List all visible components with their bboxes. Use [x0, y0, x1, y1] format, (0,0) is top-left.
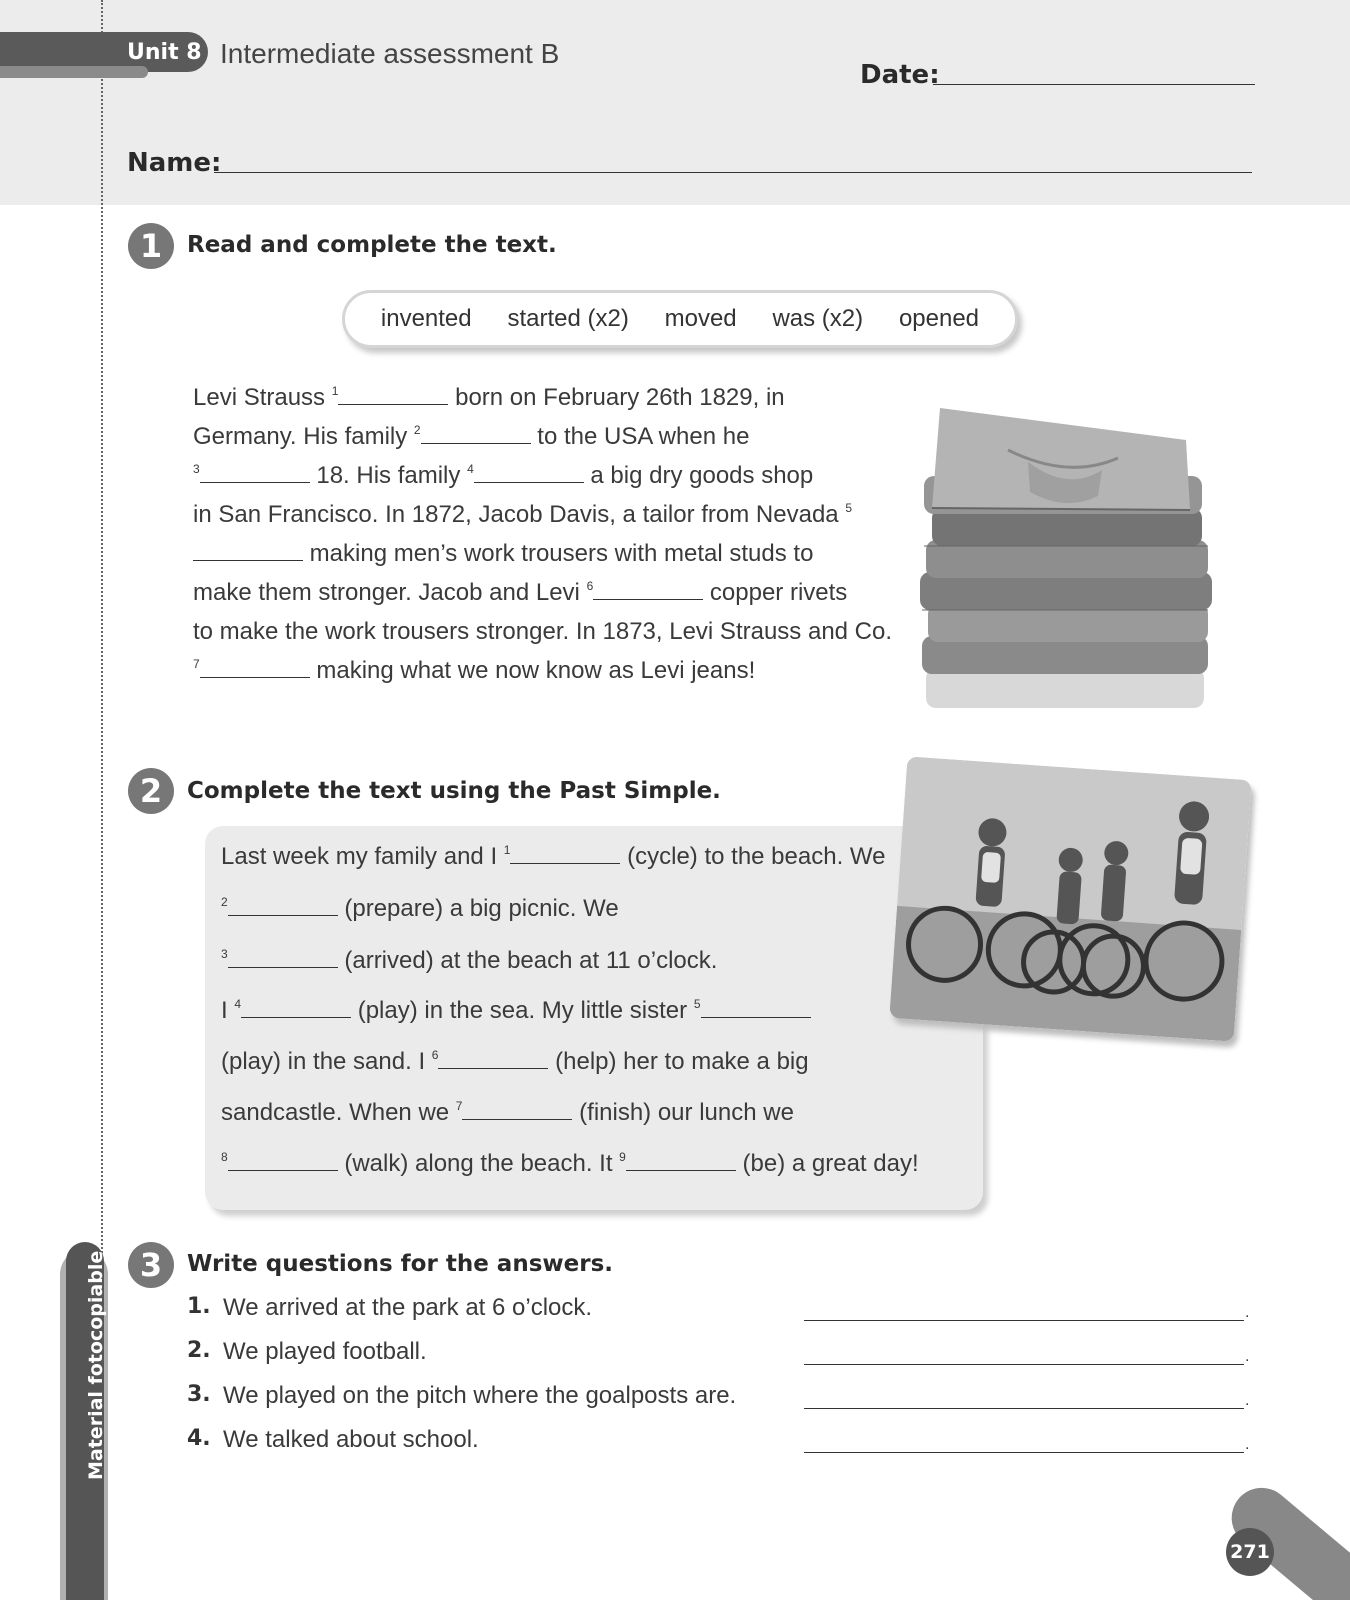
- question-write-line[interactable]: [804, 1364, 1244, 1365]
- answer-blank[interactable]: [228, 946, 338, 968]
- text-line: $^2$ (prepare) a big picnic. We: [221, 895, 619, 922]
- word-bank-item: opened: [898, 305, 980, 332]
- text-line: I $^4$ (play) in the sea. My little sister $^5$: [221, 996, 811, 1025]
- answer-text: We arrived at the park at 6 o’clock.: [223, 1294, 593, 1321]
- exercise-2-number: 2: [128, 768, 174, 814]
- item-number: 4.: [187, 1426, 211, 1451]
- answer-blank[interactable]: [626, 1149, 736, 1171]
- question-write-line[interactable]: [804, 1320, 1244, 1321]
- word-bank: [342, 290, 1018, 348]
- list-item: 4. We talked about school. .: [187, 1426, 1250, 1453]
- answer-blank[interactable]: [228, 894, 338, 916]
- answer-text: We played on the pitch where the goalposts are.: [223, 1382, 737, 1409]
- text-line: making men’s work trousers with metal studs to: [193, 534, 893, 573]
- item-number: 3.: [187, 1382, 211, 1407]
- assessment-title: Intermediate assessment B: [220, 38, 560, 69]
- date-label: Date:: [860, 60, 940, 90]
- name-field-line[interactable]: [214, 172, 1252, 173]
- word-bank-item: was (x2): [772, 305, 864, 332]
- page-number: 271: [1226, 1528, 1274, 1576]
- answer-blank[interactable]: [474, 461, 584, 483]
- answer-blank[interactable]: [200, 656, 310, 678]
- text-line: Levi Strauss $^1$ born on February 26th 1829, in: [193, 384, 785, 411]
- answer-blank[interactable]: [510, 842, 620, 864]
- answer-blank[interactable]: [193, 539, 303, 561]
- word-bank-item: started (x2): [507, 305, 629, 332]
- text-line: $^3$ (arrived) at the beach at 11 o’clock.: [221, 947, 718, 974]
- name-label: Name:: [127, 148, 222, 178]
- photocopiable-label: Material fotocopiable: [85, 1250, 107, 1480]
- word-bank-item: invented: [380, 305, 472, 332]
- answer-blank[interactable]: [241, 996, 351, 1018]
- text-line: $^7$ making what we now know as Levi jeans!: [193, 657, 756, 684]
- jeans-stack-image: [918, 400, 1230, 712]
- text-line: $^8$ (walk) along the beach. It $^9$ (be) a great day!: [221, 1150, 919, 1177]
- text-line: $^3$ 18. His family $^4$ a big dry goods shop: [193, 462, 814, 489]
- exercise-1-title: Read and complete the text.: [187, 232, 557, 258]
- unit-label: Unit 8: [127, 40, 202, 65]
- exercise-1-text: [193, 378, 893, 690]
- unit-tab-shadow: [0, 66, 148, 78]
- list-item: 3. We played on the pitch where the goalposts are. .: [187, 1382, 1250, 1409]
- text-line: make them stronger. Jacob and Levi $^6$ copper rivets: [193, 579, 848, 606]
- list-item: 1. We arrived at the park at 6 o’clock. .: [187, 1294, 1250, 1321]
- exercise-2-title: Complete the text using the Past Simple.: [187, 778, 721, 804]
- exercise-3-title: Write questions for the answers.: [187, 1251, 614, 1277]
- item-number: 2.: [187, 1338, 211, 1363]
- answer-blank[interactable]: [438, 1047, 548, 1069]
- exercise-1-number: 1: [128, 223, 174, 269]
- answer-blank[interactable]: [228, 1149, 338, 1171]
- text-line: Last week my family and I $^1$ (cycle) to the beach. We: [221, 843, 886, 870]
- list-item: 2. We played football. .: [187, 1338, 1250, 1365]
- answer-text: We talked about school.: [223, 1426, 479, 1453]
- answer-blank[interactable]: [593, 578, 703, 600]
- date-field-line[interactable]: [933, 84, 1255, 85]
- text-line: (play) in the sand. I $^6$ (help) her to make a big: [221, 1048, 809, 1075]
- answer-blank[interactable]: [701, 996, 811, 1018]
- answer-text: We played football.: [223, 1338, 427, 1365]
- answer-blank[interactable]: [200, 461, 310, 483]
- text-line: Germany. His family $^2$ to the USA when he: [193, 423, 750, 450]
- answer-blank[interactable]: [462, 1098, 572, 1120]
- text-line: sandcastle. When we $^7$ (finish) our lunch we: [221, 1099, 794, 1126]
- item-number: 1.: [187, 1294, 211, 1319]
- exercise-3-number: 3: [128, 1242, 174, 1288]
- family-cycling-photo: [889, 756, 1251, 1041]
- text-line: to make the work trousers stronger. In 1873, Levi Strauss and Co.: [193, 618, 893, 645]
- question-write-line[interactable]: [804, 1408, 1244, 1409]
- question-write-line[interactable]: [804, 1452, 1244, 1453]
- answer-blank[interactable]: [338, 383, 448, 405]
- answer-blank[interactable]: [421, 422, 531, 444]
- word-bank-item: moved: [664, 305, 737, 332]
- text-line: in San Francisco. In 1872, Jacob Davis, a tailor from Nevada $^5$: [193, 501, 852, 528]
